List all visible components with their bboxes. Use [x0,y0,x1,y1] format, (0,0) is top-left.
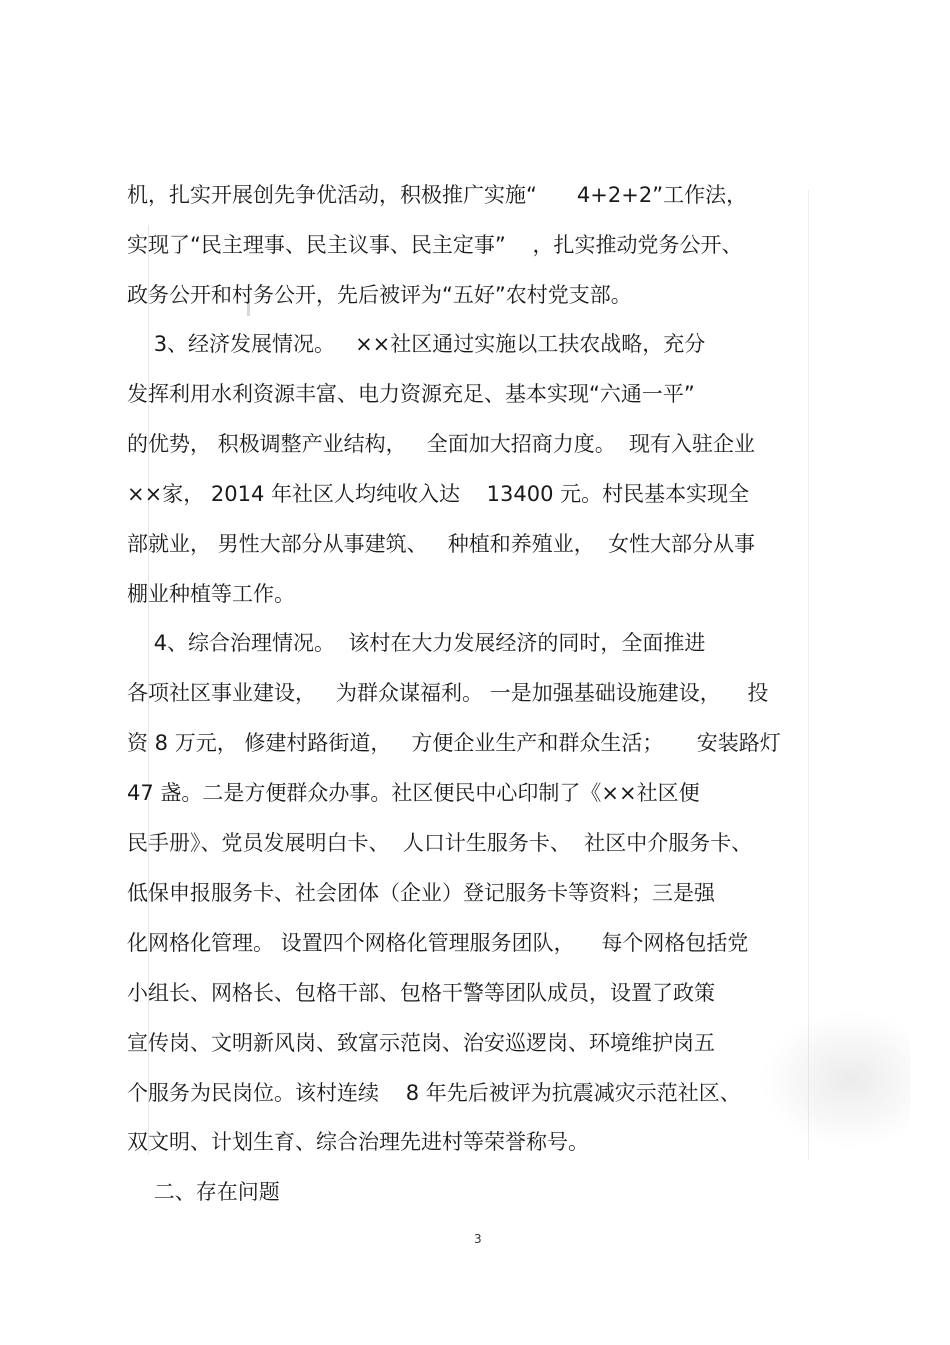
body-line: 民手册》、党员发展明白卡、 人口计生服务卡、 社区中介服务卡、 [127,831,753,855]
body-line: 双文明、计划生育、综合治理先进村等荣誉称号。 [127,1130,589,1154]
body-line: 政务公开和村务公开，先后被评为“五好”农村党支部。 [127,283,632,307]
body-line: 低保申报服务卡、社会团体（企业）登记服务卡等资料；三是强 [127,881,715,905]
body-line: 3、经济发展情况。 ××社区通过实施以工扶农战略，充分 [127,332,706,356]
body-line: 个服务为民岗位。该村连续 8 年先后被评为抗震减灾示范社区、 [127,1081,741,1105]
body-line: 实现了“民主理事、民主议事、民主定事” ，扎实推动党务公开、 [127,233,743,257]
body-line: 4、综合治理情况。 该村在大力发展经济的同时，全面推进 [127,631,706,655]
body-line: 宣传岗、文明新风岗、致富示范岗、治安巡逻岗、环境维护岗五 [127,1031,715,1055]
body-line: 部就业， 男性大部分从事建筑、 种植和养殖业， 女性大部分从事 [127,532,756,556]
body-line: 的优势， 积极调整产业结构， 全面加大招商力度。 现有入驻企业 [127,432,756,456]
scan-smudge [760,1010,910,1150]
body-line: 47 盏。二是方便群众办事。社区便民中心印制了《××社区便 [127,781,700,805]
body-line: 化网格化管理。 设置四个网格化管理服务团队， 每个网格包括党 [127,931,749,955]
page-number: 3 [474,1232,482,1246]
body-line: 各项社区事业建设， 为群众谋福利。 一是加强基础设施建设， 投 [127,681,769,705]
body-line: 棚业种植等工作。 [127,582,295,606]
body-line: 机，扎实开展创先争优活动，积极推广实施“ 4+2+2”工作法， [127,183,748,207]
body-line: 资 8 万元， 修建村路街道， 方便企业生产和群众生活； 安装路灯 [127,731,781,755]
section-heading: 二、存在问题 [127,1180,280,1204]
body-line: 小组长、网格长、包格干部、包格干警等团队成员，设置了政策 [127,981,715,1005]
body-line: 发挥利用水利资源丰富、电力资源充足、基本实现“六通一平” [127,382,695,406]
body-line: ××家， 2014 年社区人均纯收入达 13400 元。村民基本实现全 [127,482,750,506]
